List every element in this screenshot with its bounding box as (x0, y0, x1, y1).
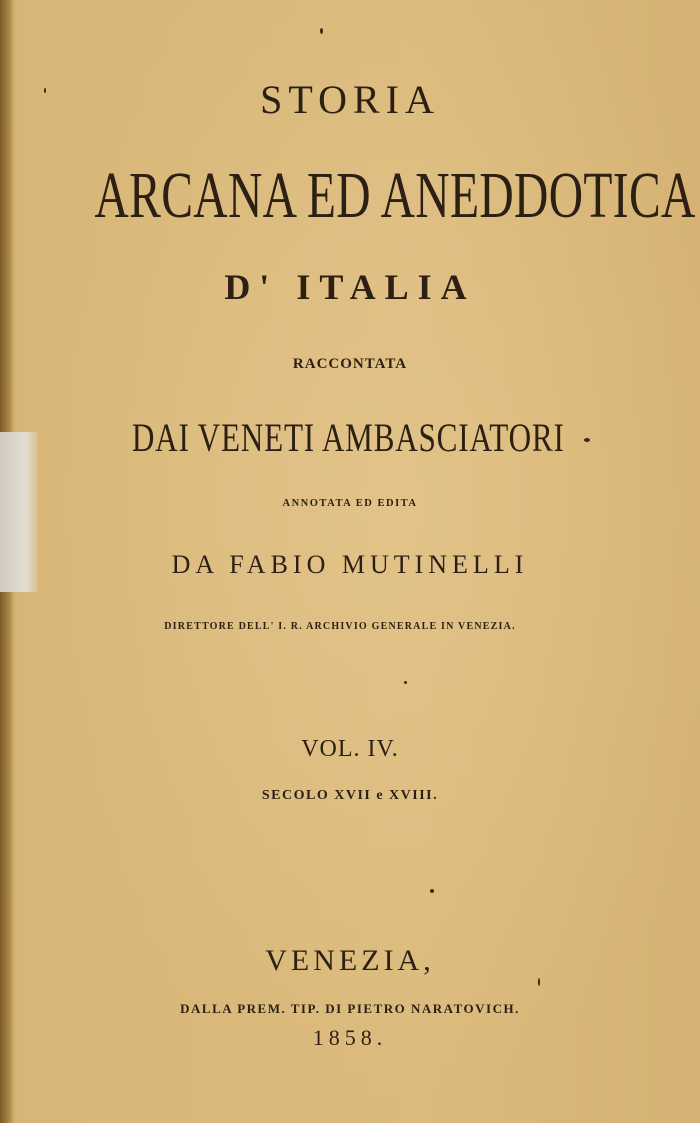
author-role-line: DIRETTORE DELL' I. R. ARCHIVIO GENERALE IN VENEZIA. (164, 621, 516, 632)
annotation-line: ANNOTATA ED EDITA (282, 498, 418, 509)
title-line-ditalia: D' ITALIA (224, 267, 476, 307)
volume-line: VOL. IV. (301, 736, 399, 762)
ink-speck (430, 889, 434, 893)
ink-speck (44, 88, 46, 93)
imprint-year: 1858. (312, 1025, 388, 1050)
century-line: SECOLO XVII e XVIII. (261, 788, 439, 803)
ink-speck (538, 978, 540, 986)
title-line-storia: STORIA (260, 77, 440, 122)
title-line-main: ARCANA ED ANEDDOTICA (94, 159, 696, 232)
ink-speck (320, 28, 323, 34)
imprint-printer: DALLA PREM. TIP. DI PIETRO NARATOVICH. (180, 1001, 520, 1016)
ink-speck (404, 681, 407, 684)
subtitle-raccontata: RACCONTATA (292, 356, 408, 372)
author-line: DA FABIO MUTINELLI (171, 550, 529, 579)
ink-speck (584, 438, 590, 442)
imprint-city: VENEZIA, (265, 944, 435, 977)
subtitle-ambasciatori: DAI VENETI AMBASCIATORI (131, 415, 565, 460)
